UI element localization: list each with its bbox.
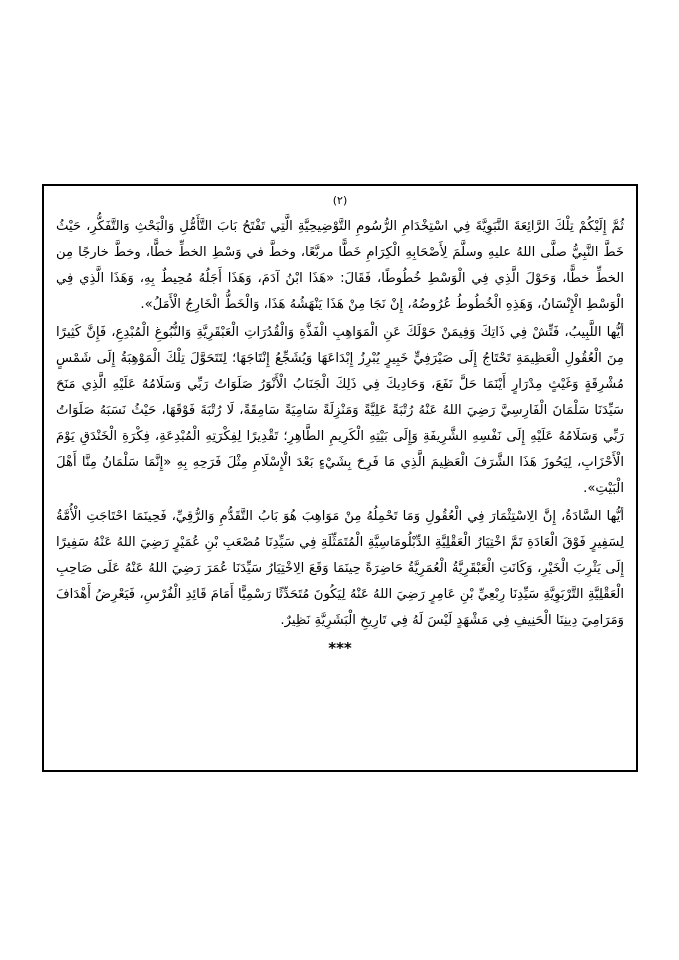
page-frame xyxy=(42,184,638,772)
paragraph-1: ثُمَّ إِلَيْكُمْ تِلْكَ الرَّائِعَةَ النَّبَوِيَّةَ فِي اسْتِخْدَامِ الرُّسُومِ التَّوْضِيحِيَّةِ الَّتِي تَفْتَحُ بَابَ التَّأَمُّلِ وَالْبَحْثِ وَالتَّفَكُّرِ، حَيْثُ خَطَّ النَّبِيُّ صلَّى اللهُ عليهِ وسلَّمَ لِأَصْحَابِهِ الْكِرَامِ خَطًّا مربَّعًا، وخطَّ في وَسْطِ الخطِّ خطًّا، وخطَّ خارجًا مِن الخطِّ خطًّا، وَحَوْلَ الَّذِي فِي الْوَسْطِ خُطُوطًا، فَقَالَ: «هَذَا ابْنُ آدَمَ، وَهَذَا أَجَلُهُ مُحِيطٌ بِهِ، وَهَذَا الَّذِي فِي الْوَسْطِ الْإِنْسَانُ، وَهَذِهِ الْخُطُوطُ عُرُوضُهُ، إِنْ نَجَا مِنْ هَذَا يَنْهَشُهُ هَذَا، وَالْخَطُّ الْخَارِجُ الْأَمَلُ». xyxy=(56,219,624,312)
paragraph-3: أيُّها السَّادَةُ، إِنَّ الِاسْتِثْمَارَ فِي الْعُقُولِ وَمَا تَحْمِلُهُ مِنْ مَوَاهِبَ هُوَ بَابُ التَّقَدُّمِ وَالرُّقِيِّ، فَحِينَمَا احْتَاجَتِ الْأُمَّةُ لِسَفِيرٍ فَوْقَ الْعَادَةِ تَمَّ اخْتِيَارُ الْعَقْلِيَّةِ الدِّبْلُومَاسِيَّةِ الْمُتَمَثِّلَةِ فِي سَيِّدِنَا مُصْعَبِ بْنِ عُمَيْرٍ رَضِيَ اللهُ عَنْهُ سَفِيرًا إِلَى يَثْرِبَ الْخَيْرِ، وَكَانَتِ الْعَبْقَرِيَّةُ الْعُمَرِيَّةُ حَاضِرَةً حِينَمَا وَقَعَ الِاخْتِيَارُ سَيِّدَنَا عُمَرَ رَضِيَ اللهُ عَنْهُ عَلَى صَاحِبِ الْعَقْلِيَّةِ التَّرْبَوِيَّةِ سَيِّدِنَا رِبْعِيِّ بْنِ عَامِرٍ رَضِيَ اللهُ عَنْهُ لِيَكُونَ مُتَحَدِّثًا رَسْمِيًّا أَمَامَ قَائِدِ الْفُرْسِ، فَيَعْرِضُ أَهْدَافَ وَمَرَامِيَ دِينِنَا الْحَنِيفِ فِي مَشْهَدٍ لَيْسَ لَهُ فِي تَارِيخِ الْبَشَرِيَّةِ نَظِيرٌ. xyxy=(56,509,624,628)
page-number: (٢) xyxy=(332,194,348,207)
paragraph-2: أيُّها اللَّبِيبُ، فَتِّشْ فِي ذَاتِكَ وَفِيمَنْ حَوْلَكَ عَنِ الْمَوَاهِبِ الْفَذَّةِ وَالْقُدُرَاتِ الْعَبْقَرِيَّةِ وَالنُّبُوغِ الْمُبْدِعِ، فَإِنَّ كَثِيرًا مِنَ الْعُقُولِ الْعَظِيمَةِ تَحْتَاجُ إِلَى صَيْرَفِيٍّ خَبِيرٍ يُبْرِزُ إِبْدَاعَهَا وَيُشَجِّعُ إِنْتَاجَهَا؛ لِتَتَحَوَّلَ تِلْكَ الْمَوْهِبَةُ إِلَى شَمْسٍ مُشْرِقَةٍ وَغَيْثٍ مِدْرَارٍ أَيْنَمَا حَلَّ نَفَعَ، وَحَادِيكَ فِي ذَلِكَ الْجَنَابُ الْأَنْوَرُ صَلَوَاتُ رَبِّي وَسَلَامُهُ عَلَيْهِ الَّذِي مَنَحَ سَيِّدَنَا سَلْمَانَ الْفَارِسِيَّ رَضِيَ اللهُ عَنْهُ رُتْبَةً عَلِيَّةً وَمَنْزِلَةً سَامِيَةً سَامِقَةً، لَا رُتْبَةَ فَوْقَهَا، حَيْثُ نَسَبَهُ صَلَوَاتُ رَبِّي وَسَلَامُهُ عَلَيْهِ إِلَى نَفْسِهِ الشَّرِيفَةِ وَإِلَى بَيْتِهِ الْكَرِيمِ الطَّاهِرِ؛ تَقْدِيرًا لِفِكْرَتِهِ الْمُبْدِعَةِ، فِكْرَةِ الْخَنْدَقِ يَوْمَ الْأَحْزَابِ، لِيَحُوزَ هَذَا الشَّرَفَ الْعَظِيمَ الَّذِي مَا فَرِحَ بِشَيْءٍ بَعْدَ الْإِسْلَامِ مِثْلَ فَرَحِهِ بِهِ «إِنَّمَا سَلْمَانُ مِنَّا أَهْلَ الْبَيْتِ». xyxy=(56,325,624,496)
section-separator: *** xyxy=(328,639,352,657)
